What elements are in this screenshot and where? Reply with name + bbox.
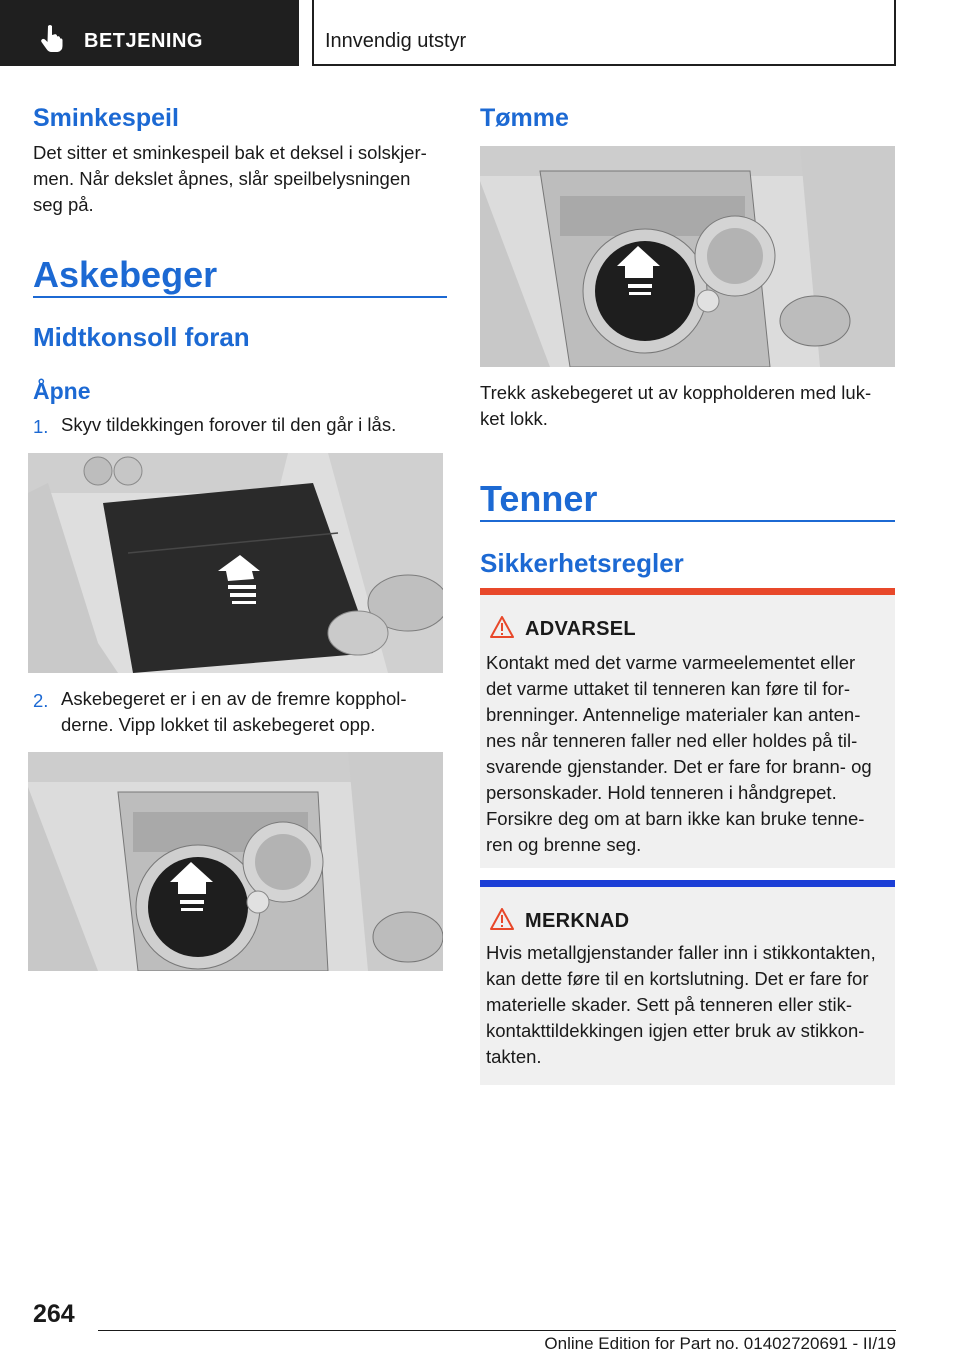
notice-bar [480,880,895,887]
step-text: Skyv tildekkingen forover til den går i lås. [61,414,397,435]
page-number: 264 [33,1300,75,1328]
warning-box [480,588,895,868]
illustration-ashtray-open [28,752,443,971]
warning-triangle-icon [490,616,514,638]
warning-line: brenninger. Antennelige materialer kan anten‐ [486,704,861,725]
header-section-label: BETJENING [84,30,203,52]
illustration-cover-slide [28,453,443,673]
notice-line: kan dette føre til en kortslutning. Det er fare for [486,968,869,989]
warning-bar [480,588,895,595]
warning-triangle-icon [490,908,514,930]
heading-tenner: Tenner [480,478,598,519]
sminkespeil-line-2: men. Når dekslet åpnes, slår speilbelysningen [33,168,411,189]
heading-apne: Åpne [33,378,91,404]
tomme-line-2: ket lokk. [480,408,548,429]
header-chapter-label: Innvendig utstyr [325,30,467,52]
notice-line: kontakttildekkingen igjen etter bruk av stikkon‐ [486,1020,865,1041]
heading-askebeger: Askebeger [33,254,218,295]
warning-line: Kontakt med det varme varmeelementet eller [486,652,856,673]
heading-sikkerhetsregler: Sikkerhetsregler [480,548,684,578]
heading-tomme: Tømme [480,104,569,132]
warning-line: nes når tenneren faller ned eller holdes på til‐ [486,730,858,751]
footer-edition: Online Edition for Part no. 01402720691 - II/19 [544,1334,896,1353]
warning-line: personskader. Hold tenneren i håndgrepet. [486,782,837,803]
step-number: 2. [33,690,49,711]
sminkespeil-line-1: Det sitter et sminkespeil bak et deksel i solskjer‐ [33,142,427,163]
heading-sminkespeil: Sminkespeil [33,104,179,132]
warning-line: det varme uttaket til tenneren kan føre til for‐ [486,678,850,699]
step-number: 1. [33,416,49,437]
warning-line: svarende gjenstander. Det er fare for brann- og [486,756,872,777]
hand-pointer-icon [40,24,66,52]
heading-rule [33,296,447,298]
tomme-line-1: Trekk askebegeret ut av koppholderen med luk‐ [480,382,872,403]
notice-box [480,880,895,1085]
notice-line: materielle skader. Sett på tenneren eller stik‐ [486,994,853,1015]
sminkespeil-line-3: seg på. [33,194,94,215]
heading-midtkonsoll: Midtkonsoll foran [33,322,250,352]
footer-rule [98,1330,896,1331]
warning-title: ADVARSEL [525,618,636,640]
step-text: Askebegeret er i en av de fremre kopphol‐ [61,688,407,709]
step-text: derne. Vipp lokket til askebegeret opp. [61,714,376,735]
notice-line: Hvis metallgjenstander faller inn i stikkontakten, [486,942,876,963]
warning-line: ren og brenne seg. [486,834,642,855]
notice-title: MERKNAD [525,910,630,932]
notice-line: takten. [486,1046,542,1067]
warning-line: Forsikre deg om at barn ikke kan bruke tenne‐ [486,808,865,829]
heading-rule [480,520,895,522]
illustration-ashtray-remove [480,146,895,367]
